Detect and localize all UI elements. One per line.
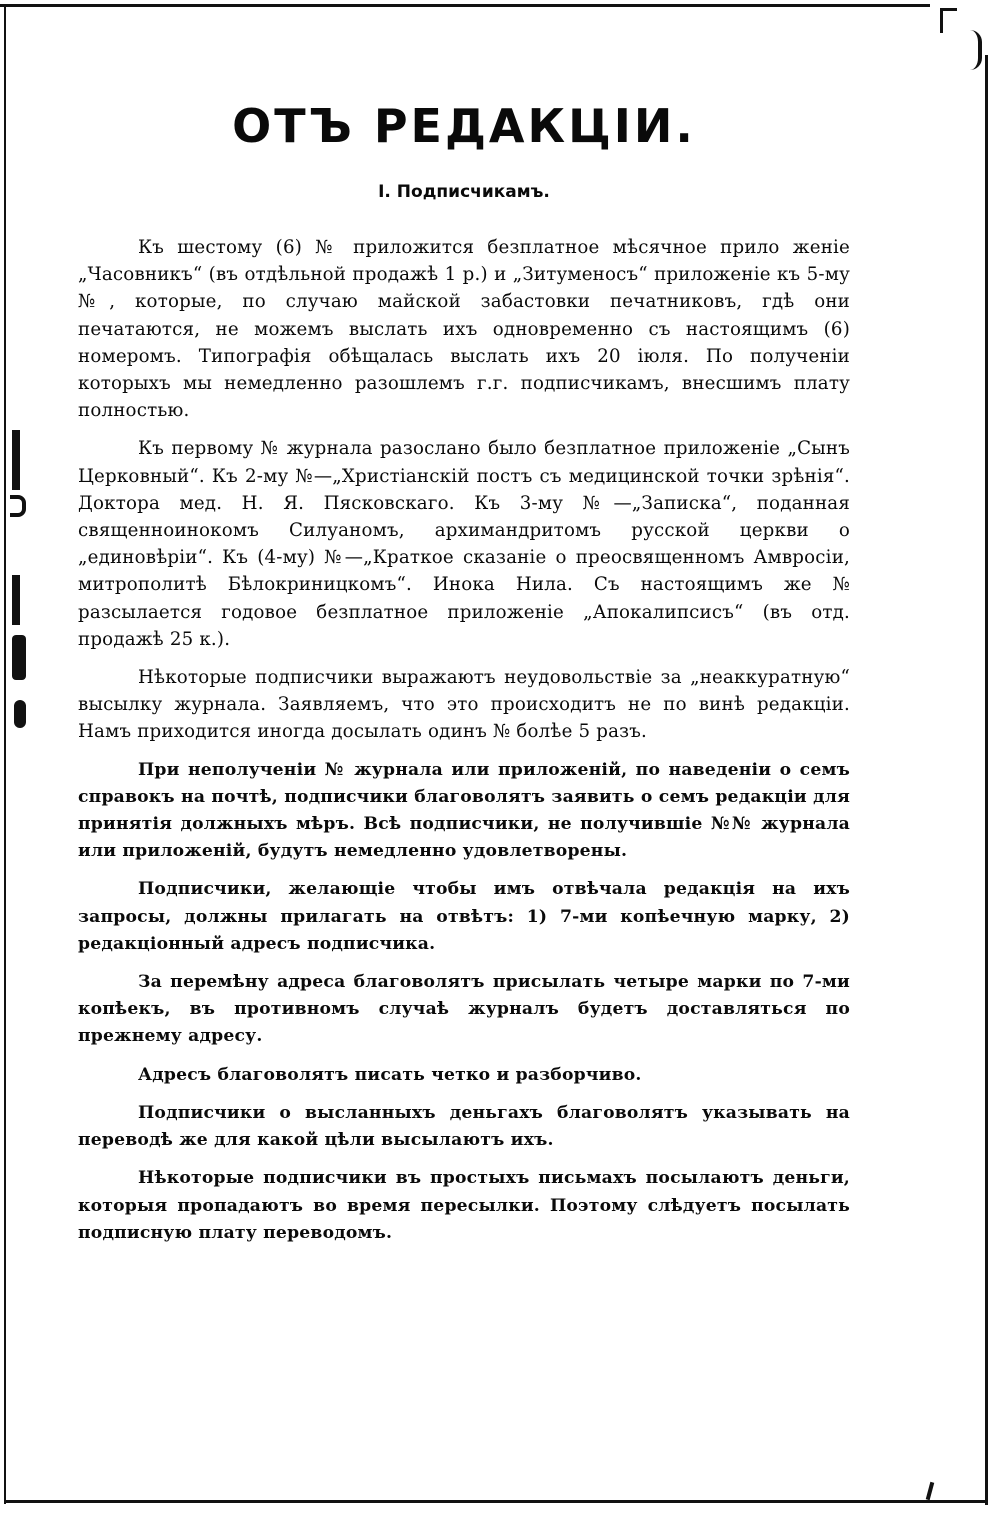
paragraph-replies: Подписчики, желающіе чтобы имъ отвѣчала редакція на ихъ запросы, должны прилагать на отвѣтъ: 1) 7-ми копѣечную марку, 2) редакціонный адресъ подписчика. xyxy=(78,879,850,954)
paragraph-irregular-delivery: Нѣкоторые подписчики выражаютъ неудовольствіе за „неаккуратную“ высылку журнала. Заявляемъ, что это происходитъ не по винѣ редакціи. Намъ приходится иногда досылать одинъ № болѣе 5 разъ. xyxy=(78,667,850,743)
bottom-scan-mark xyxy=(926,1482,935,1500)
paragraph-money-transfer: Нѣкоторые подписчики въ простыхъ письмахъ посылаютъ деньги, которыя пропадаютъ во время пересылки. Поэтому слѣдуетъ посылать подписную плату переводомъ. xyxy=(78,1168,850,1243)
paragraph-address-legibility: Адресъ благоволятъ писать четко и разборчиво. xyxy=(138,1064,642,1085)
margin-handwriting-mark xyxy=(12,430,20,490)
document-body xyxy=(78,98,850,1258)
page-border-right xyxy=(985,55,988,1505)
margin-handwriting-mark xyxy=(14,700,26,728)
margin-handwriting-mark xyxy=(12,575,20,625)
page-border-bottom xyxy=(4,1500,988,1503)
paragraph-money-purpose: Подписчики о высланныхъ деньгахъ благоволятъ указывать на переводѣ же для какой цѣли высылаютъ ихъ. xyxy=(78,1102,850,1151)
paragraph-supplements-delay: Къ шестому (6) № приложится безплатное мѣсячное прило женіе „Часовникъ“ (въ отдѣльной продажѣ 1 р.) и „Зитуменосъ“ приложеніе къ 5-му №, которые, по случаю майской забастовки печатниковъ, гдѣ они печатаются, не можемъ выслать ихъ одновременно съ настоящимъ (6) номеромъ. Типографія обѣщалась выслать ихъ 20 іюля. По полученіи которыхъ мы немедленно разошлемъ г.г. подписчикамъ, внесшимъ плату полностью. xyxy=(78,237,850,422)
corner-scan-mark xyxy=(940,8,957,33)
page-border-top xyxy=(0,4,930,7)
paragraph-supplements-list: Къ первому № журнала разослано было безплатное приложеніе „Сынъ Церковный“. Къ 2-му №—„Христіанскій постъ съ медицинской точки зрѣнія“. Доктора мед. Н. Я. Пясковскаго. Къ 3-му №—„Записка“, поданная священноинокомъ Силуаномъ, архимандритомъ русской церкви о „единовѣріи“. Къ (4-му) №—„Краткое сказаніе о преосвященномъ Амвросіи, митрополитѣ Бѣлокриницкомъ“. Инока Нила. Съ настоящимъ же № разсылается годовое безплатное приложеніе „Апокалипсисъ“ (въ отд. продажѣ 25 к.). xyxy=(78,438,850,650)
margin-handwriting-mark xyxy=(12,635,26,680)
document-title: ОТЪ РЕДАКЦІИ. xyxy=(232,99,696,153)
paragraph-non-receipt: При неполученіи № журнала или приложеній, по наведеніи о семъ справокъ на почтѣ, подписчики благоволятъ заявить о семъ редакціи для принятія должныхъ мѣръ. Всѣ подписчики, не получившіе №№ журнала или приложеній, будутъ немедленно удовлетворены. xyxy=(78,759,850,862)
section-heading: I. Подписчикамъ. xyxy=(378,182,550,202)
corner-scan-mark-2 xyxy=(958,30,982,70)
paragraph-address-change: За перемѣну адреса благоволятъ присылать четыре марки по 7-ми копѣекъ, въ противномъ случаѣ журналъ будетъ доставляться по прежнему адресу. xyxy=(78,972,850,1047)
page-border-left xyxy=(4,4,6,1504)
margin-handwriting-mark xyxy=(10,495,26,517)
